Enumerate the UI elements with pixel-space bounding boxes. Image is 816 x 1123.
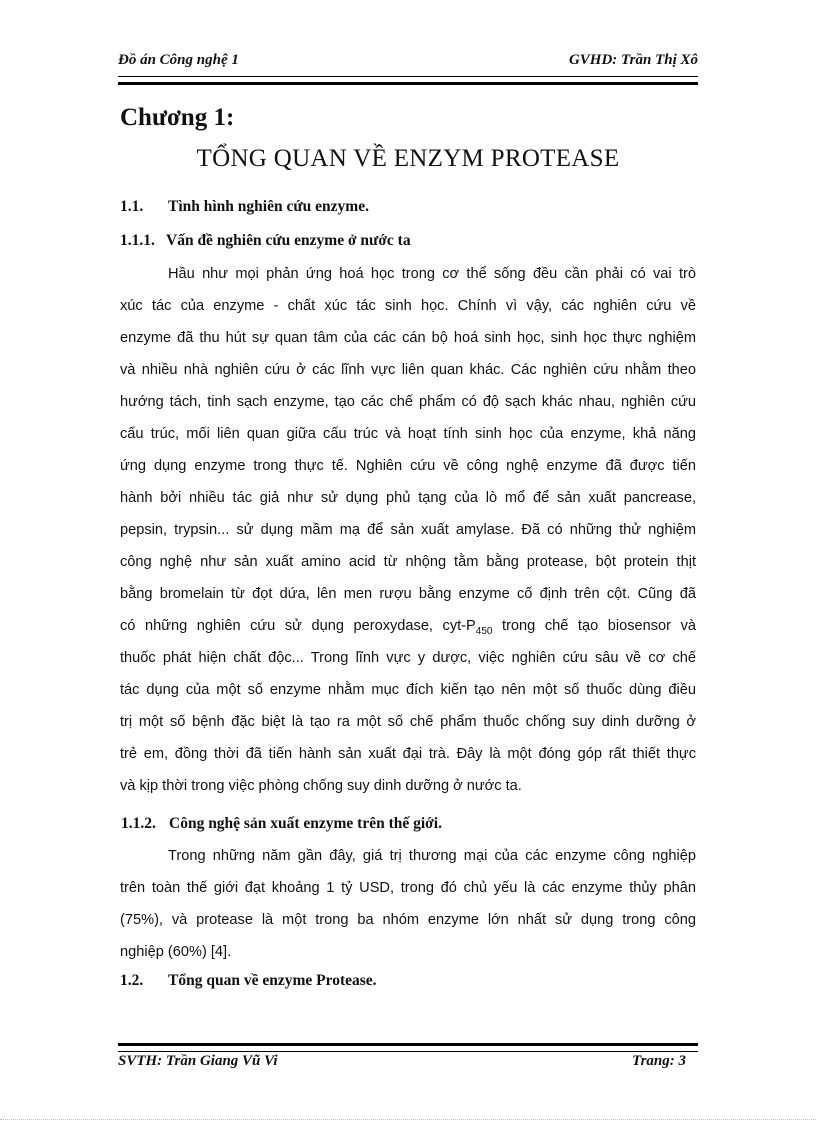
section-number: 1.1.2. [121,815,156,832]
section-title: Tổng quan về enzyme Protease. [168,972,377,989]
text-line: trên toàn thế giới đạt khoảng 1 tỷ USD, trong đó chủ yếu là các enzyme thủy phân [120,880,696,896]
page-footer [118,1053,698,1075]
section-number: 1.1.1. [120,232,155,249]
text-fragment: trong chế tạo biosensor và [492,618,696,634]
page-header [118,52,698,74]
section-title: Công nghệ sản xuất enzyme trên thế giới. [169,815,442,832]
header-rule [118,76,698,85]
text-line [120,610,696,642]
text-line: Trong những năm gần đây, giá trị thương mại của các enzyme công nghiệp [168,848,696,864]
text-line: cấu trúc, mối liên quan giữa cấu trúc và hoạt tính sinh học của enzyme, khả năng [120,426,696,442]
section-heading-1-1-1 [120,232,411,250]
section-heading-1-1 [120,198,369,216]
text-line: và nhiều nhà nghiên cứu ở các lĩnh vực liên quan khác. Các nghiên cứu nhằm theo [120,362,696,378]
text-line: hướng tách, tinh sạch enzyme, tạo các chế phẩm có độ sạch khác nhau, nghiên cứu [120,394,696,410]
paragraph-world-production [120,840,696,968]
text-line: Hầu như mọi phản ứng hoá học trong cơ thể sống đều cần phải có vai trò [168,266,696,282]
chapter-title: TỔNG QUAN VỀ ENZYM PROTEASE [196,145,620,172]
paragraph-research-vietnam [120,258,696,802]
text-line: công nghệ như sản xuất amino acid từ nhộng tằm bằng protease, bột protein thịt [120,554,696,570]
subscript-450: 450 [475,625,493,637]
header-instructor: GVHD: Trần Thị Xô [568,52,698,68]
page-edge-divider [0,1119,816,1120]
chapter-label: Chương 1: [120,104,235,131]
footer-page-number: Trang: 3 [631,1053,686,1069]
text-line: và kịp thời trong việc phòng chống suy dinh dưỡng ở nước ta. [120,778,522,794]
text-line: thuốc phát hiện chất độc... Trong lĩnh vực y dược, việc nghiên cứu sâu về cơ chế [120,650,696,666]
text-line: hành bởi nhiều tác giả như sử dụng phủ tạng của lò mổ để sản xuất pancrease, [120,490,696,506]
text-line: tác dụng của một số enzyme nhằm mục đích kiến tạo nên một số thuốc dùng điều [120,682,696,698]
text-fragment: có những nghiên cứu sử dụng peroxydase, cyt-P [120,618,476,634]
text-line: bằng bromelain từ đọt dứa, lên men rượu bằng enzyme cố định trên cột. Cũng đã [120,586,696,602]
text-line: enzyme đã thu hút sự quan tâm của các cán bộ hoá sinh học, sinh học thực nghiệm [120,330,696,346]
text-line: nghiệp (60%) [4]. [120,944,232,960]
section-number: 1.1. [120,198,144,215]
section-heading-1-1-2 [121,815,442,833]
header-course: Đồ án Công nghệ 1 [118,52,239,68]
text-line: xúc tác của enzyme - chất xúc tác sinh học. Chính vì vậy, các nghiên cứu về [120,298,696,314]
text-line: pepsin, trypsin... sử dụng mầm mạ để sản xuất amylase. Đã có những thử nghiệm [120,522,696,538]
section-title: Vấn đề nghiên cứu enzyme ở nước ta [166,232,411,249]
footer-student: SVTH: Trần Giang Vũ Vi [118,1053,278,1069]
text-line: trị một số bệnh đặc biệt là tạo ra một số chế phẩm thuốc chống suy dinh dưỡng ở [120,714,696,730]
text-line: ứng dụng enzyme trong thực tế. Nghiên cứu về công nghệ enzyme đã được tiến [120,458,696,474]
section-heading-1-2 [120,972,377,990]
text-line: trẻ em, đồng thời đã tiến hành sản xuất đại trà. Đây là một đóng góp rất thiết thực [120,746,696,762]
text-line: (75%), và protease là một trong ba nhóm enzyme lớn nhất sử dụng trong công [120,912,696,928]
footer-rule [118,1043,698,1052]
section-number: 1.2. [120,972,144,989]
section-title: Tình hình nghiên cứu enzyme. [168,198,369,215]
